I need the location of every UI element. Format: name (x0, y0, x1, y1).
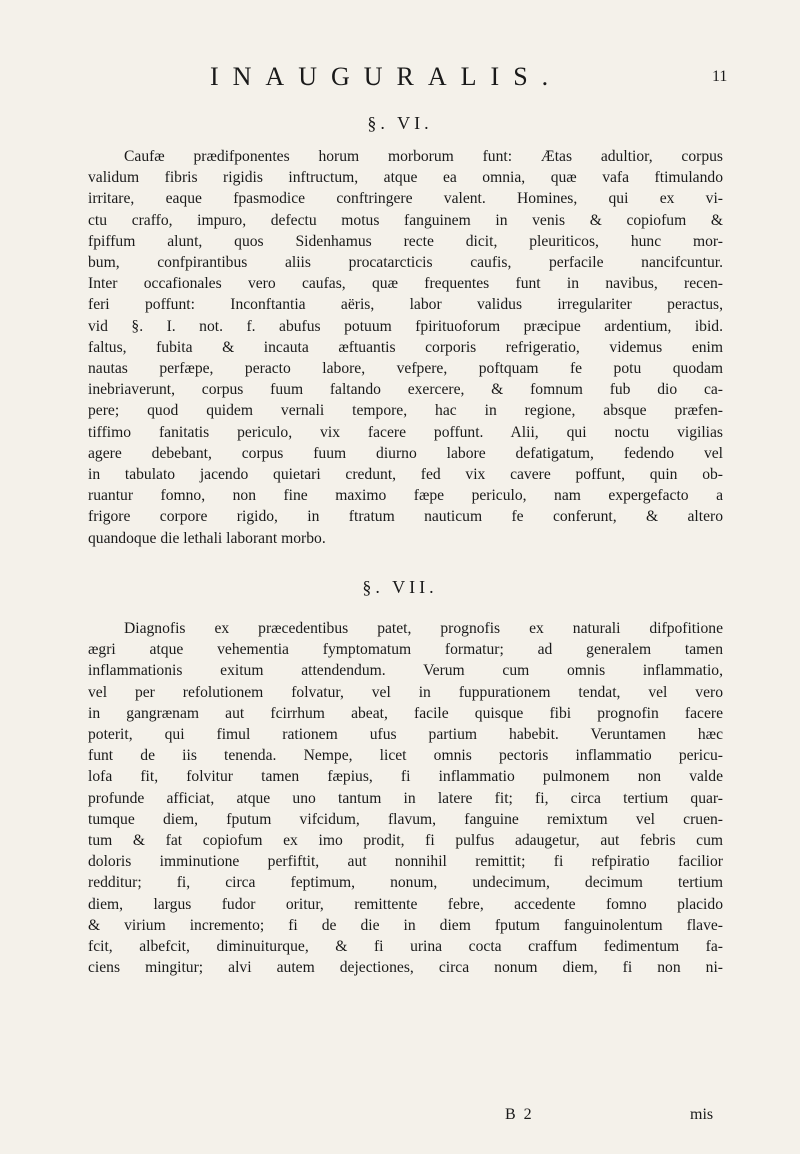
text-line: pere; quod quidem vernali tempore, hac in regione, absque præfen- (88, 402, 723, 420)
text-line: inebriaverunt, corpus fuum faltando exercere, & fomnum fub dio ca- (88, 381, 723, 399)
text-line: fpiffum alunt, quos Sidenhamus recte dicit, pleuriticos, hunc mor- (88, 232, 723, 250)
text-line: profunde afficiat, atque uno tantum in latere fit; fi, circa tertium quar- (88, 789, 723, 807)
text-line: inflammationis exitum attendendum. Verum cum omnis inflammatio, (88, 662, 723, 680)
text-line: Caufæ prædifponentes horum morborum funt: Ætas adultior, corpus (124, 148, 723, 165)
text-line: lofa fit, folvitur tamen fæpius, fi inflammatio pulmonem non valde (88, 768, 723, 786)
text-line: ctu craffo, impuro, defectu motus fanguinem in venis & copiofum & (88, 211, 723, 229)
paragraph-section-vii (88, 618, 723, 978)
text-line: ruantur fomno, non fine maximo fæpe periculo, nam expergefacto a (88, 487, 723, 505)
text-line: redditur; fi, circa feptimum, nonum, undecimum, decimum tertium (88, 874, 723, 892)
text-line: funt de iis tenenda. Nempe, licet omnis pectoris inflammatio pericu- (88, 747, 723, 765)
text-line: Diagnofis ex præcedentibus patet, prognofis ex naturali difpofitione (124, 620, 723, 637)
running-title: INAUGURALIS. (210, 62, 563, 91)
text-line: validum fibris rigidis inftructum, atque ea omnia, quæ vafa ftimulando (88, 169, 723, 187)
text-line: vel per refolutionem folvatur, vel in fuppurationem tendat, vel vero (88, 683, 723, 701)
text-line: bum, confpirantibus aliis procatarcticis caufis, perfacile nancifcuntur. (88, 254, 723, 272)
text-line: in gangrænam aut fcirrhum abeat, facile quisque fibi prognofin facere (88, 704, 723, 722)
text-line: faltus, fubita & incauta æftuantis corporis refrigeratio, videmus enim (88, 338, 723, 356)
text-line: ægri atque vehementia fymptomatum formatur; ad generalem tamen (88, 641, 723, 659)
page-footer (0, 1106, 800, 1130)
text-line: & virium incremento; fi de die in diem fputum fanguinolentum flave- (88, 916, 723, 934)
text-line: feri poffunt: Inconftantia aëris, labor validus irregulariter peractus, (88, 296, 723, 314)
section-heading-vii: §. VII. (362, 577, 438, 597)
text-line: agere debebant, corpus fuum diurno labore defatigatum, fedendo vel (88, 444, 723, 462)
text-line: vid §. I. not. f. abufus potuum fpirituoforum præcipue ardentium, ibid. (88, 317, 723, 335)
text-line: poterit, qui fimul rationem ufus partium habebit. Veruntamen hæc (88, 726, 723, 744)
text-line: quandoque die lethali laborant morbo. (88, 529, 326, 547)
text-line: ciens mingitur; alvi autem dejectiones, circa nonum diem, fi non ni- (88, 959, 723, 977)
running-head (0, 62, 800, 102)
text-line: tiffimo fanitatis periculo, vix facere poffunt. Alii, qui noctu vigilias (88, 423, 723, 441)
signature-mark: B 2 (505, 1106, 534, 1123)
section-heading-vi: §. VI. (367, 113, 433, 133)
text-line: frigore corpore rigido, in ftratum nauticum fe conferunt, & altero (88, 508, 723, 526)
text-line: tumque diem, fputum vifcidum, flavum, fanguine remixtum vel cruen- (88, 810, 723, 828)
text-line: doloris imminutione perfiftit, aut nonnihil remittit; fi refpiratio facilior (88, 853, 723, 871)
text-line: in tabulato jacendo quietari credunt, fed vix cavere poffunt, quin ob- (88, 466, 723, 484)
catchword: mis (690, 1106, 714, 1123)
text-line: Inter occafionales vero caufas, quæ frequentes funt in navibus, recen- (88, 275, 723, 293)
text-line: tum & fat copiofum ex imo prodit, fi pulfus adaugetur, aut febris cum (88, 832, 723, 850)
text-line: diem, largus fudor oritur, remittente febre, accedente fomno placido (88, 895, 723, 913)
text-line: nautas perfæpe, peracto labore, vefpere, poftquam fe potu quodam (88, 360, 723, 378)
paragraph-section-vi (88, 146, 723, 549)
text-line: irritare, eaque fpasmodice conftringere valent. Homines, qui ex vi- (88, 190, 723, 208)
page-number: 11 (712, 68, 728, 85)
text-line: fcit, albefcit, diminuiturque, & fi urina cocta craffum fedimentum fa- (88, 938, 723, 956)
